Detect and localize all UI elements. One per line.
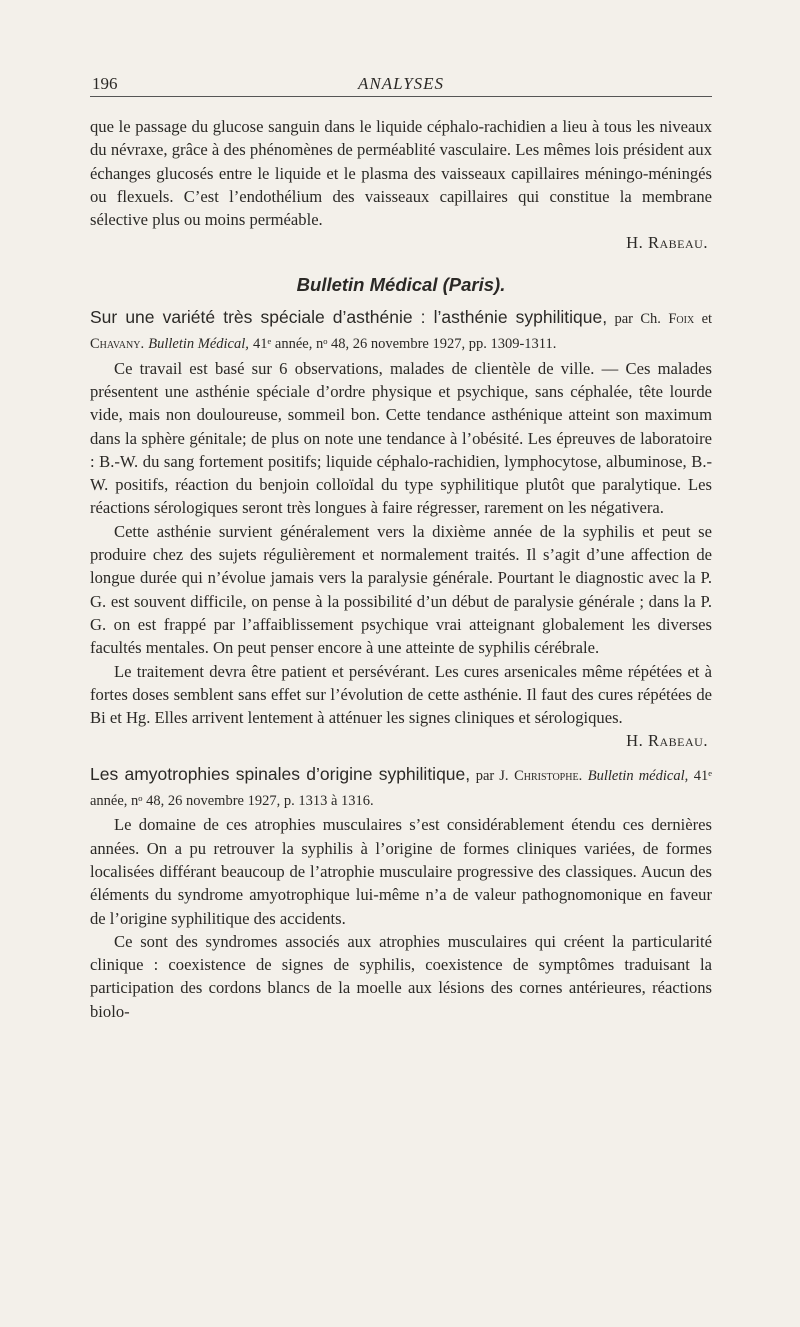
intro-paragraph: que le passage du glucose sanguin dans le liquide céphalo-rachidien a lieu à tous les niveaux du névraxe, grâce à des phénomènes de perméablité vasculaire. Les mêmes lois président aux échanges glucosés entre le liquide et le plasma des vaisseaux capillaires méningo-méningés ou flexuels. C’est l’endothélium des vaisseaux capillaires qui constitue la membrane sélective plus ou moins perméable. [90, 117, 712, 230]
article-paragraph: Ce sont des syndromes associés aux atrophies musculaires qui créent la particularité clinique : coexistence de signes de syphilis, coexistence de symptômes traduisant la participation des cordons blancs de la moelle aux lésions des cornes antérieures, réactions biolo- [90, 931, 712, 1021]
author-name: Foix [668, 311, 695, 328]
citation: 41ᵉ année, nᵒ 48, 26 novembre 1927, p. 1313 à 1316. [90, 767, 713, 810]
signature-name: Rabeau. [647, 731, 708, 751]
article-paragraph: Ce travail est basé sur 6 observations, malades de clientèle de ville. — Ces malades présentent une asthénie spéciale d’ordre physique et psychique, sans céphalée, tête lourde vide, mais non douloureuse, sommeil bon. Cette tendance asthénique atteint son maximum dans la sphère génitale; de plus on note une tendance à l’obésité. Les épreuves de laboratoire : B.-W. du sang fortement positifs; liquide céphalo-rachidien, lymphocytose, albuminose, B.-W. positifs, réaction du benjoin colloïdal du type syphilitique plutôt que paralytique. Les réactions sérologiques seront très longues à faire régresser, rarement on les négativera. [90, 358, 712, 518]
article-paragraph: Le traitement devra être patient et persévérant. Les cures arsenicales même répétées et à fortes doses semblent sans effet sur l’évolution de cette asthénie. Il faut des cures répétées de Bi et Hg. Elles arrivent lentement à atténuer les signes cliniques et sérologiques. [90, 661, 712, 728]
article-by: par [614, 311, 633, 328]
journal-heading: Bulletin Médical (Paris). [296, 273, 506, 295]
journal-name: Bulletin Médical, [148, 336, 249, 353]
article-by: par J. [475, 767, 509, 784]
journal-name: Bulletin médical, [587, 767, 689, 784]
article-title: Les amyotrophies spinales d’origine syphilitique, [90, 763, 471, 784]
article-paragraph: Cette asthénie survient généralement vers la dixième année de la syphilis et peut se produire chez des sujets régulièrement et normalement traités. Il s’agit d’une affection de longue durée qui n’évolue jamais vers la paralysie générale. Pourtant le diagnostic avec la P. G. est souvent difficile, on pense à la possibilité d’un début de paralysie générale ; dans la P. G. on est frappé par l’affaiblissement psychique vrai atteignant globalement les diverses facultés mentales. On peut penser encore à une atteinte de syphilis cérébrale. [90, 521, 712, 658]
signature-name: Rabeau. [647, 233, 708, 253]
citation: 41ᵉ année, nᵒ 48, 26 novembre 1927, pp. 1309-1311. [253, 336, 557, 353]
article-paragraph: Le domaine de ces atrophies musculaires s’est considérablement étendu ces dernières années. On a pu retrouver la syphilis à l’origine de formes cliniques variées, de formes localisées différant beaucoup de l’atrophie musculaire progressive des classiques. Aucun des éléments du syndrome amyotrophique lui-même n’a de valeur pathognomonique en faveur de l’origine syphilitique des accidents. [90, 815, 712, 928]
author-name: Chavany [90, 336, 141, 353]
author-prefix: Ch. [640, 311, 661, 328]
signature [90, 729, 712, 752]
running-head [90, 66, 712, 97]
running-title: ANALYSES [357, 74, 445, 93]
signature-initial: H. [626, 233, 644, 253]
page-number: 196 [92, 74, 118, 93]
signature-initial: H. [626, 731, 644, 751]
author-conjunction: et [701, 311, 713, 328]
article-heading: Sur une variété très spéciale d’asthénie : l’asthénie syphilitique, par Ch. Foix et Chavany. Bulletin Médical, 41ᵉ année, nᵒ 48, 26 novembre 1927, pp. 1309-1311. [90, 307, 713, 353]
article-title: Sur une variété très spéciale d’asthénie : l’asthénie syphilitique, [90, 307, 608, 328]
author-name: Christophe. [514, 767, 583, 784]
signature [90, 231, 712, 254]
page [90, 66, 712, 1023]
page-body [90, 115, 712, 1023]
article-heading [90, 763, 712, 814]
